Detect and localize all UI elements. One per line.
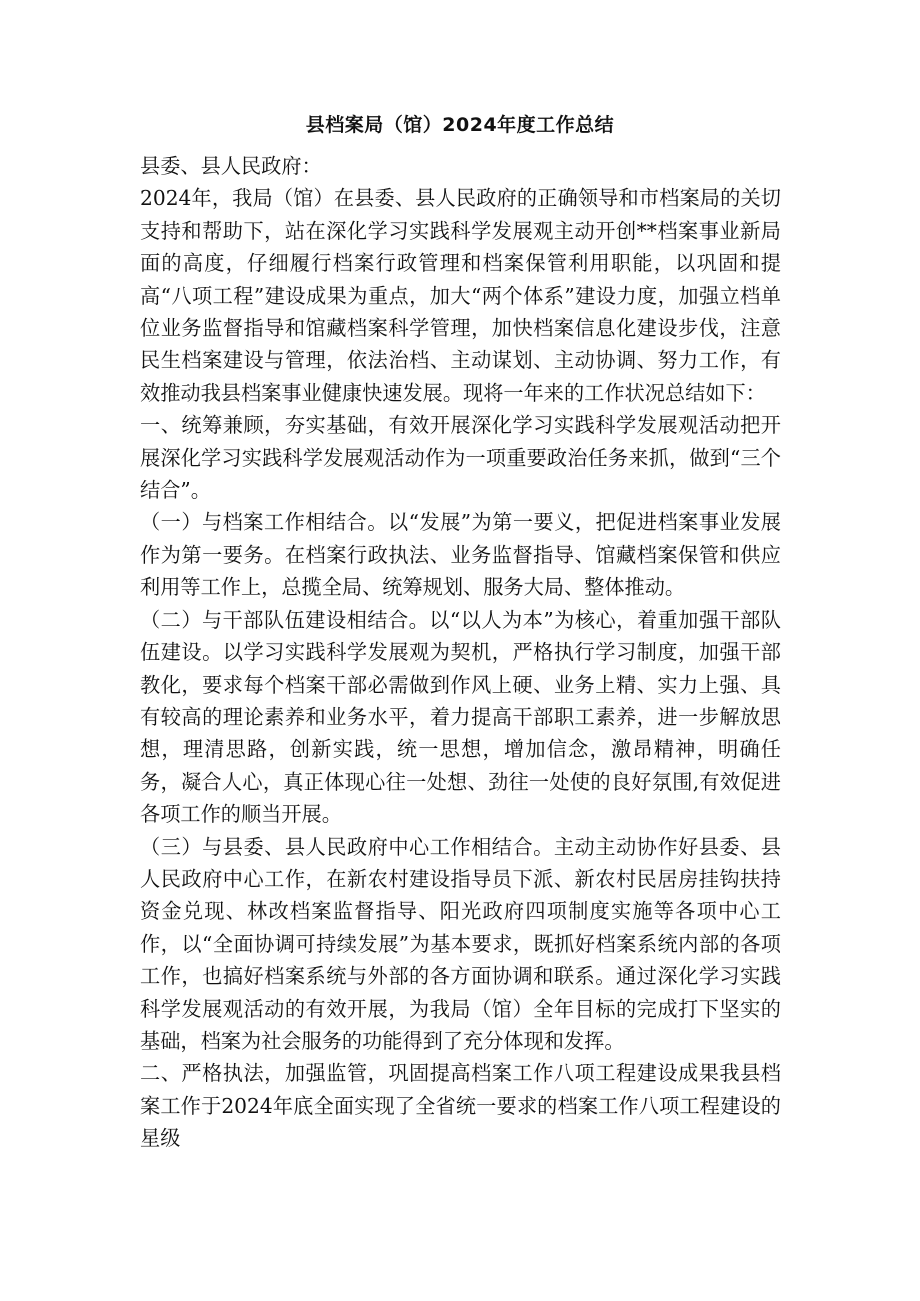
subsection-3: （三）与县委、县人民政府中心工作相结合。主动主动协作好县委、县人民政府中心工作，在新农村建设指导员下派、新农村民居房挂钩扶持资金兑现、林改档案监督指导、阳光政府四项制度实施等各项中心工作，以“全面协调可持续发展”为基本要求，既抓好档案系统内部的各项工作，也搞好档案系统与外部的各方面协调和联系。通过深化学习实践科学发展观活动的有效开展，为我局（馆）全年目标的完成打下坚实的基础，档案为社会服务的功能得到了充分体现和发挥。 [140, 834, 781, 1053]
document-title: 县档案局（馆）2024年度工作总结 [305, 114, 615, 136]
subsection-1: （一）与档案工作相结合。以“发展”为第一要义，把促进档案事业发展作为第一要务。在档案行政执法、业务监督指导、馆藏档案保管和供应利用等工作上，总揽全局、统筹规划、服务大局、整体推动。 [140, 510, 781, 600]
salutation: 县委、县人民政府： [140, 154, 322, 178]
section-heading-1: 一、统筹兼顾，夯实基础，有效开展深化学习实践科学发展观活动把开展深化学习实践科学发展观活动作为一项重要政治任务来抓，做到“三个结合”。 [140, 413, 781, 503]
section-heading-2: 二、严格执法，加强监管，巩固提高档案工作八项工程建设成果我县档案工作于2024年底全面实现了全省统一要求的档案工作八项工程建设的星级 [140, 1061, 781, 1151]
document-body [140, 150, 781, 1155]
subsection-2: （二）与干部队伍建设相结合。以“以人为本”为核心，着重加强干部队伍建设。以学习实践科学发展观为契机，严格执行学习制度，加强干部教化，要求每个档案干部必需做到作风上硬、业务上精、实力上强、具有较高的理论素养和业务水平，着力提高干部职工素养，进一步解放思想，理清思路，创新实践，统一思想，增加信念，激昂精神，明确任务，凝合人心，真正体现心往一处想、劲往一处使的良好氛围,有效促进各项工作的顺当开展。 [140, 607, 781, 827]
intro-paragraph: 2024年，我局（馆）在县委、县人民政府的正确领导和市档案局的关切支持和帮助下，站在深化学习实践科学发展观主动开创**档案事业新局面的高度，仔细履行档案行政管理和档案保管利用职能，以巩固和提高“八项工程”建设成果为重点，加大“两个体系”建设力度，加强立档单位业务监督指导和馆藏档案科学管理，加快档案信息化建设步伐，注意民生档案建设与管理，依法治档、主动谋划、主动协调、努力工作，有效推动我县档案事业健康快速发展。现将一年来的工作状况总结如下： [140, 186, 781, 405]
